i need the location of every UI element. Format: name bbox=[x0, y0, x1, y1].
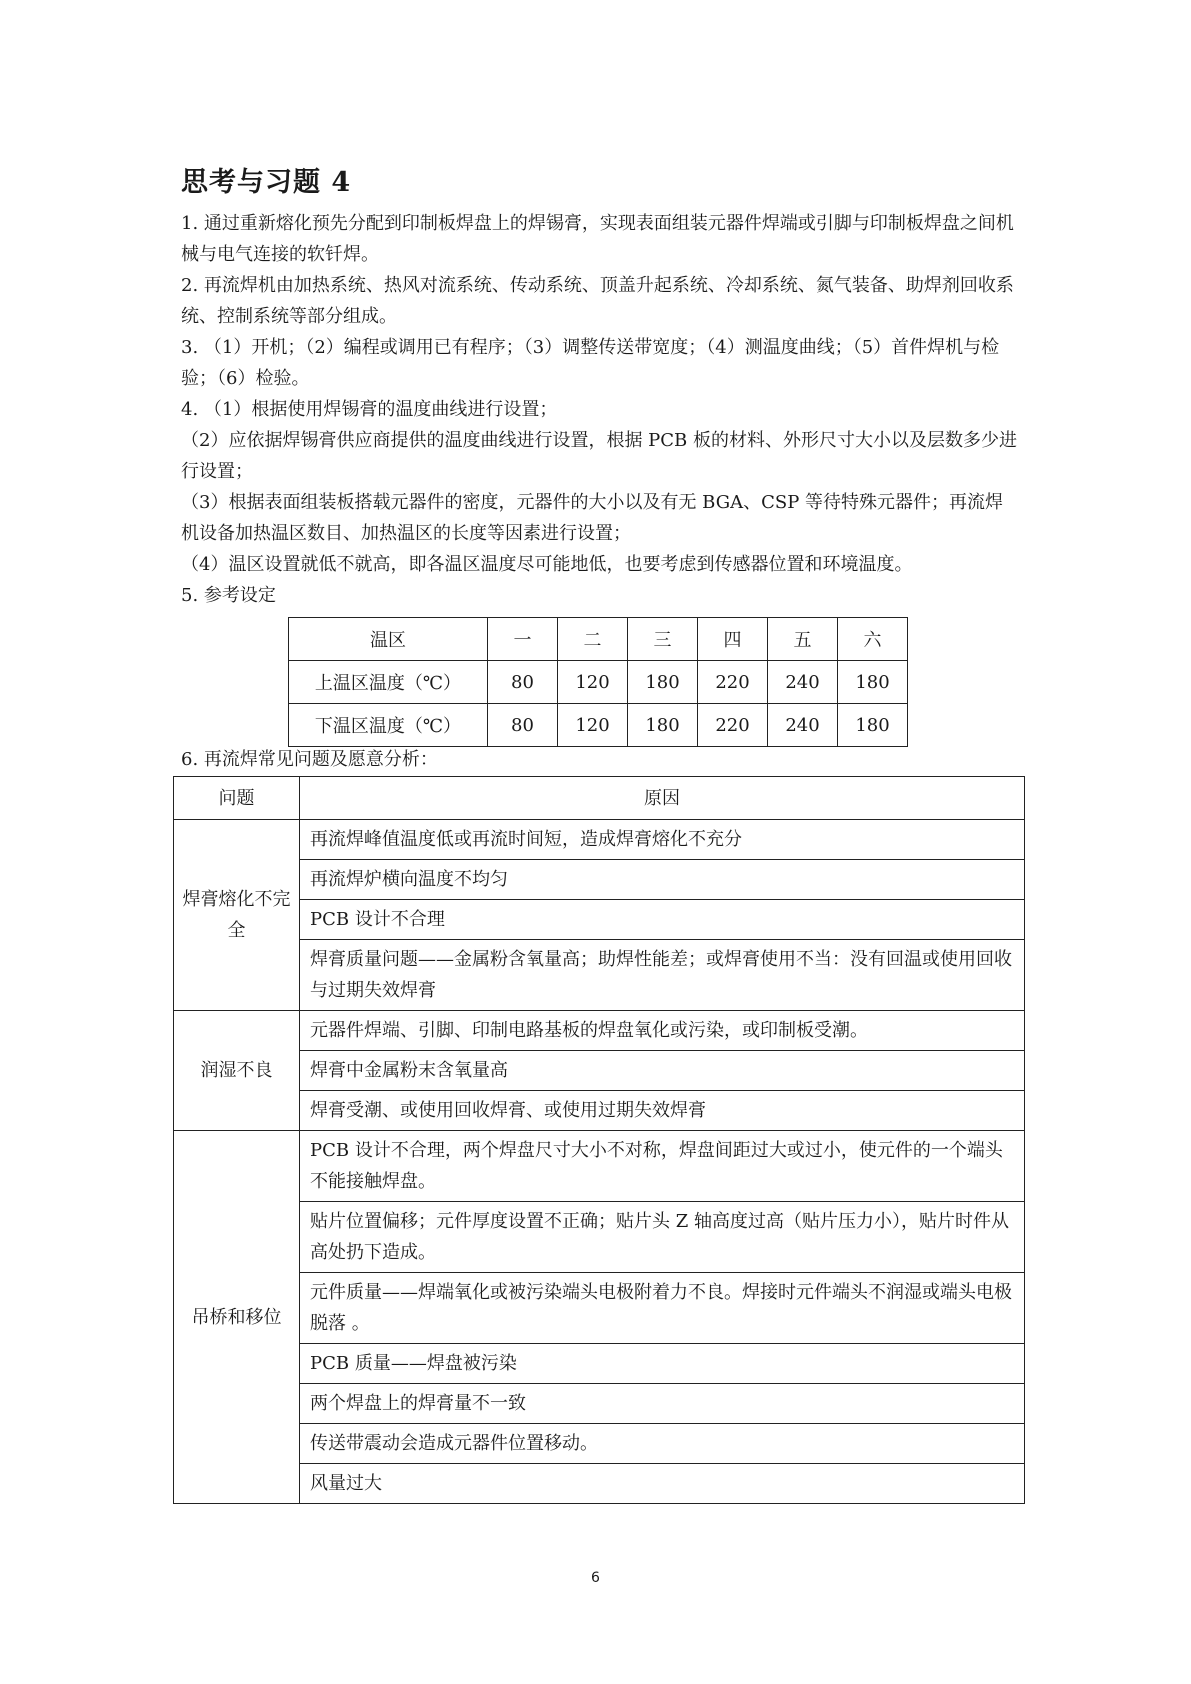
table-header-cell: 一 bbox=[488, 618, 558, 661]
cause-cell: 再流焊峰值温度低或再流时间短，造成焊膏熔化不充分 bbox=[300, 820, 1025, 860]
table-row bbox=[174, 1202, 1025, 1273]
table-header-cell: 问题 bbox=[174, 777, 300, 820]
cause-cell: 两个焊盘上的焊膏量不一致 bbox=[300, 1384, 1025, 1424]
table-row bbox=[174, 940, 1025, 1011]
table-row bbox=[174, 1091, 1025, 1131]
answer-4-1: 4. （1）根据使用焊锡膏的温度曲线进行设置； bbox=[181, 399, 558, 420]
table-header-cell: 二 bbox=[558, 618, 628, 661]
table-cell: 240 bbox=[768, 661, 838, 704]
table-cell: 220 bbox=[698, 704, 768, 747]
table-row bbox=[174, 820, 1025, 860]
cause-cell: 焊膏质量问题——金属粉含氧量高；助焊性能差；或焊膏使用不当：没有回温或使用回收与过期失效焊膏 bbox=[300, 940, 1025, 1011]
cause-cell: 元器件焊端、引脚、印制电路基板的焊盘氧化或污染，或印制板受潮。 bbox=[300, 1011, 1025, 1051]
answer-4-3: （3）根据表面组装板搭载元器件的密度，元器件的大小以及有无 BGA、CSP 等待特殊元器件；再流焊机设备加热温区数目、加热温区的长度等因素进行设置； bbox=[181, 492, 1004, 544]
table-cell: 120 bbox=[558, 704, 628, 747]
table-cell: 下温区温度（℃） bbox=[289, 704, 488, 747]
table-header-cell: 四 bbox=[698, 618, 768, 661]
table-cell: 180 bbox=[838, 661, 908, 704]
table-cell: 220 bbox=[698, 661, 768, 704]
table-header-cell: 原因 bbox=[300, 777, 1025, 820]
table-row bbox=[174, 1344, 1025, 1384]
problem-category: 焊膏熔化不完全 bbox=[174, 820, 300, 1011]
table-row bbox=[174, 1384, 1025, 1424]
problem-category: 吊桥和移位 bbox=[174, 1131, 300, 1504]
table-row bbox=[289, 661, 908, 704]
cause-cell: PCB 质量——焊盘被污染 bbox=[300, 1344, 1025, 1384]
cause-cell: 再流焊炉横向温度不均匀 bbox=[300, 860, 1025, 900]
table-row bbox=[174, 1051, 1025, 1091]
cause-cell: 焊膏受潮、或使用回收焊膏、或使用过期失效焊膏 bbox=[300, 1091, 1025, 1131]
table-cell: 240 bbox=[768, 704, 838, 747]
table-row bbox=[174, 1011, 1025, 1051]
problem-category: 润湿不良 bbox=[174, 1011, 300, 1131]
answer-4-4: （4）温区设置就低不就高，即各温区温度尽可能地低，也要考虑到传感器位置和环境温度。 bbox=[181, 554, 913, 575]
page-title: 思考与习题 4 bbox=[181, 167, 352, 198]
page-number: 6 bbox=[591, 1570, 600, 1586]
table-cell: 80 bbox=[488, 704, 558, 747]
table-row bbox=[174, 777, 1025, 820]
table-header-cell: 五 bbox=[768, 618, 838, 661]
table-row bbox=[289, 704, 908, 747]
answer-4-2: （2）应依据焊锡膏供应商提供的温度曲线进行设置，根据 PCB 板的材料、外形尺寸大小以及层数多少进行设置； bbox=[181, 430, 1018, 482]
table-header-cell: 温区 bbox=[289, 618, 488, 661]
table-row bbox=[174, 1273, 1025, 1344]
table-header-cell: 三 bbox=[628, 618, 698, 661]
cause-cell: PCB 设计不合理 bbox=[300, 900, 1025, 940]
table-row bbox=[174, 1131, 1025, 1202]
answer-3: 3. （1）开机；（2）编程或调用已有程序；（3）调整传送带宽度；（4）测温度曲线；（5）首件焊机与检验；（6）检验。 bbox=[181, 337, 1000, 389]
table-cell: 80 bbox=[488, 661, 558, 704]
cause-cell: 风量过大 bbox=[300, 1464, 1025, 1504]
table-row bbox=[174, 900, 1025, 940]
table-cell: 上温区温度（℃） bbox=[289, 661, 488, 704]
problem-cause-table bbox=[173, 776, 1025, 1504]
table-row bbox=[174, 1424, 1025, 1464]
cause-cell: 元件质量——焊端氧化或被污染端头电极附着力不良。焊接时元件端头不润湿或端头电极脱落 。 bbox=[300, 1273, 1025, 1344]
table-cell: 180 bbox=[838, 704, 908, 747]
answer-5: 5. 参考设定 bbox=[181, 585, 276, 606]
table-row bbox=[174, 1464, 1025, 1504]
cause-cell: 贴片位置偏移；元件厚度设置不正确；贴片头 Z 轴高度过高（贴片压力小），贴片时件从高处扔下造成。 bbox=[300, 1202, 1025, 1273]
temperature-table bbox=[288, 617, 908, 747]
answer-2: 2. 再流焊机由加热系统、热风对流系统、传动系统、顶盖升起系统、冷却系统、氮气装备、助焊剂回收系统、控制系统等部分组成。 bbox=[181, 275, 1014, 327]
answer-1: 1. 通过重新熔化预先分配到印制板焊盘上的焊锡膏，实现表面组装元器件焊端或引脚与印制板焊盘之间机械与电气连接的软钎焊。 bbox=[181, 213, 1014, 265]
cause-cell: PCB 设计不合理，两个焊盘尺寸大小不对称，焊盘间距过大或过小，使元件的一个端头不能接触焊盘。 bbox=[300, 1131, 1025, 1202]
table-cell: 180 bbox=[628, 661, 698, 704]
table-header-cell: 六 bbox=[838, 618, 908, 661]
table-cell: 180 bbox=[628, 704, 698, 747]
table-row bbox=[289, 618, 908, 661]
table-row bbox=[174, 860, 1025, 900]
cause-cell: 焊膏中金属粉末含氧量高 bbox=[300, 1051, 1025, 1091]
table-cell: 120 bbox=[558, 661, 628, 704]
answer-body bbox=[181, 208, 1021, 611]
section-6-title: 6. 再流焊常见问题及愿意分析： bbox=[181, 749, 438, 770]
cause-cell: 传送带震动会造成元器件位置移动。 bbox=[300, 1424, 1025, 1464]
